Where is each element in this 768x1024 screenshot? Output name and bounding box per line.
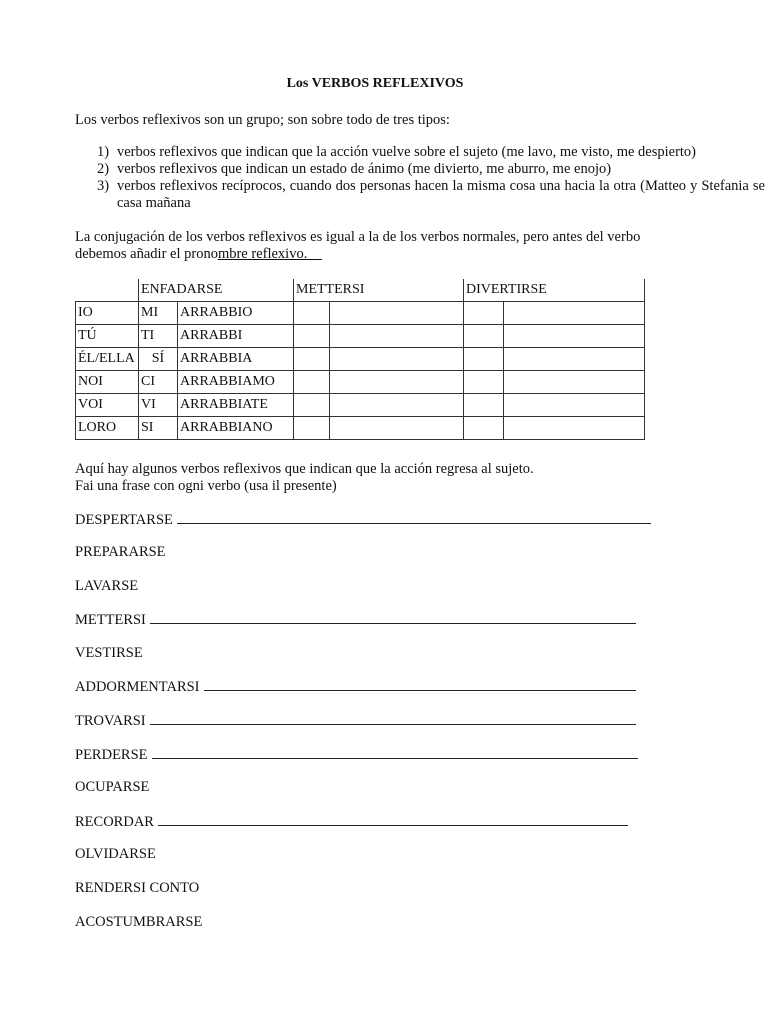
exercise-item [75, 645, 143, 662]
page-title: Los VERBOS REFLEXIVOS [286, 76, 464, 91]
empty-cell[interactable] [504, 371, 645, 394]
empty-cell[interactable] [330, 417, 464, 440]
empty-cell[interactable] [294, 325, 330, 348]
pronoun-cell: MI [139, 302, 178, 325]
exercise-item [75, 678, 636, 696]
person-cell: NOI [76, 371, 139, 394]
exercise-item [75, 712, 636, 730]
empty-cell[interactable] [464, 348, 504, 371]
list-item-text: verbos reflexivos que indican un estado de ánimo (me divierto, me aburro, me enojo) [117, 161, 612, 177]
exercise-verb: VESTIRSE [75, 645, 143, 661]
exercise-verb: OCUPARSE [75, 779, 150, 795]
empty-cell[interactable] [330, 302, 464, 325]
exercise-item [75, 880, 199, 897]
empty-cell[interactable] [464, 302, 504, 325]
person-cell: LORO [76, 417, 139, 440]
verb-cell: ARRABBI [178, 325, 294, 348]
list-item-text: verbos reflexivos que indican que la acción vuelve sobre el sujeto (me lavo, me visto, me despierto) [117, 144, 697, 160]
answer-line[interactable] [177, 511, 651, 524]
empty-cell[interactable] [294, 348, 330, 371]
exercise-verb: OLVIDARSE [75, 846, 156, 862]
list-number: 1) [97, 144, 110, 160]
table-row [76, 371, 645, 394]
conjugation-line-1: La conjugación de los verbos reflexivos es igual a la de los verbos normales, pero antes del verbo [75, 229, 641, 245]
exercise-item [75, 779, 149, 796]
empty-cell[interactable] [294, 371, 330, 394]
instruction-line-1: Aquí hay algunos verbos reflexivos que indican que la acción regresa al sujeto. [75, 461, 534, 477]
table-header-cell: METTERSI [294, 279, 464, 302]
list-item-text: verbos reflexivos recíprocos, cuando dos personas hacen la misma cosa una hacia la otra (Matteo y Stefania se casa mañana [117, 178, 765, 211]
empty-cell[interactable] [294, 417, 330, 440]
exercise-item [75, 914, 202, 931]
reflexive-types-list [75, 144, 765, 212]
exercise-verb: ACOSTUMBRARSE [75, 914, 203, 930]
exercise-verb: PREPARARSE [75, 544, 166, 560]
conjugation-note [75, 229, 640, 263]
empty-cell[interactable] [464, 417, 504, 440]
verb-cell: ARRABBIA [178, 348, 294, 371]
person-cell: ÉL/ELLA [76, 348, 139, 371]
exercise-item [75, 813, 628, 831]
exercise-item [75, 611, 636, 629]
empty-cell[interactable] [504, 325, 645, 348]
empty-cell[interactable] [330, 348, 464, 371]
exercise-verb: RECORDAR [75, 814, 154, 830]
table-header-row [76, 279, 645, 302]
pronoun-cell: TI [139, 325, 178, 348]
conjugation-line-2: debemos añadir el pronombre reflexivo. [75, 246, 322, 262]
answer-line[interactable] [158, 813, 628, 826]
exercise-item [75, 511, 651, 529]
exercise-verb: DESPERTARSE [75, 512, 173, 528]
empty-cell[interactable] [464, 394, 504, 417]
person-cell: IO [76, 302, 139, 325]
verb-cell: ARRABBIO [178, 302, 294, 325]
exercise-verb: METTERSI [75, 612, 146, 628]
exercise-verb: PERDERSE [75, 747, 148, 763]
empty-cell[interactable] [330, 394, 464, 417]
answer-line[interactable] [152, 746, 638, 759]
exercise-verb: ADDORMENTARSI [75, 679, 200, 695]
exercise-item [75, 578, 138, 595]
list-number: 3) [97, 178, 110, 194]
table-row [76, 394, 645, 417]
list-item [75, 161, 765, 178]
exercise-verb: RENDERSI CONTO [75, 880, 200, 896]
list-item [75, 144, 765, 161]
table-header-cell: ENFADARSE [139, 279, 294, 302]
exercise-item [75, 544, 166, 561]
pronoun-cell: VI [139, 394, 178, 417]
empty-cell[interactable] [464, 371, 504, 394]
table-row [76, 348, 645, 371]
table-row [76, 417, 645, 440]
verb-cell: ARRABBIAMO [178, 371, 294, 394]
table-row [76, 325, 645, 348]
exercise-instructions [75, 461, 534, 495]
empty-cell[interactable] [504, 302, 645, 325]
pronoun-cell: CI [139, 371, 178, 394]
pronoun-cell: SÍ [139, 348, 178, 371]
person-cell: TÚ [76, 325, 139, 348]
verb-cell: ARRABBIANO [178, 417, 294, 440]
intro-text: Los verbos reflexivos son un grupo; son sobre todo de tres tipos: [75, 112, 450, 128]
empty-cell[interactable] [464, 325, 504, 348]
list-number: 2) [97, 161, 110, 177]
table-row [76, 302, 645, 325]
empty-cell[interactable] [330, 371, 464, 394]
empty-cell[interactable] [294, 394, 330, 417]
pronoun-cell: SI [139, 417, 178, 440]
empty-cell[interactable] [504, 417, 645, 440]
conjugation-table [75, 279, 645, 440]
answer-line[interactable] [204, 678, 636, 691]
table-header-cell [76, 279, 139, 302]
person-cell: VOI [76, 394, 139, 417]
empty-cell[interactable] [504, 348, 645, 371]
table-header-cell: DIVERTIRSE [464, 279, 645, 302]
list-item [75, 178, 765, 212]
empty-cell[interactable] [330, 325, 464, 348]
exercise-item [75, 746, 638, 764]
empty-cell[interactable] [294, 302, 330, 325]
instruction-line-2: Fai una frase con ogni verbo (usa il presente) [75, 478, 337, 494]
exercise-verb: LAVARSE [75, 578, 139, 594]
verb-cell: ARRABBIATE [178, 394, 294, 417]
answer-line[interactable] [150, 712, 636, 725]
empty-cell[interactable] [504, 394, 645, 417]
exercise-item [75, 846, 156, 863]
answer-line[interactable] [150, 611, 636, 624]
exercise-verb: TROVARSI [75, 713, 146, 729]
